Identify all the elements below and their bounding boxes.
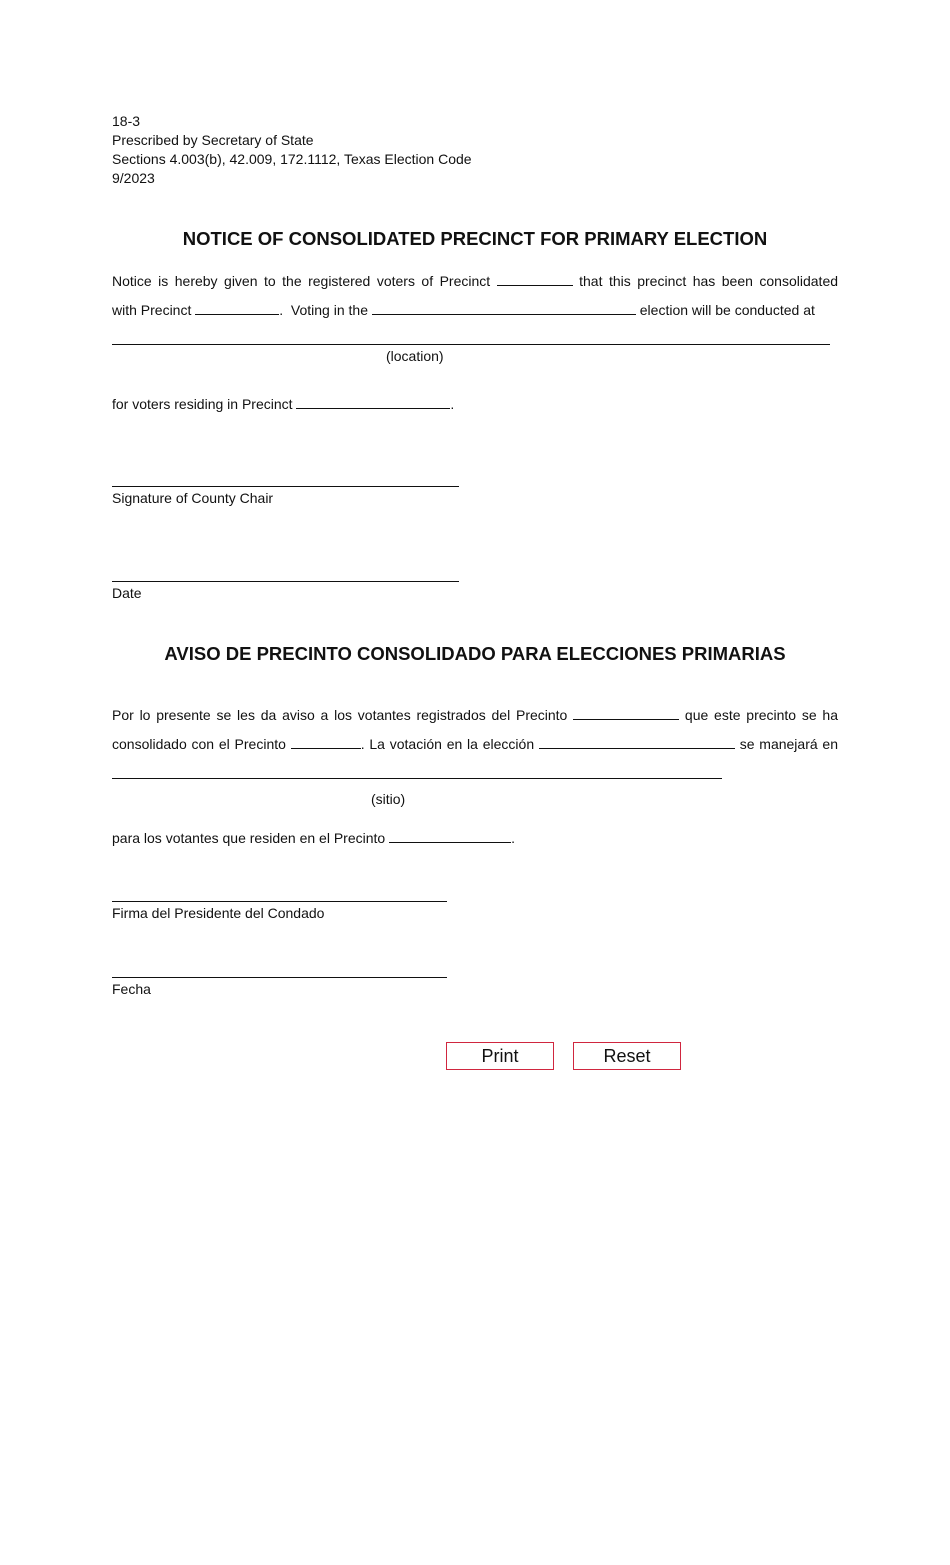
english-notice-line-1 <box>112 273 838 288</box>
english-signature-label: Signature of County Chair <box>112 490 274 506</box>
english-line1-text-a: Notice is hereby given to the registered voters of Precinct <box>112 273 491 289</box>
spanish-notice-line-2 <box>112 736 838 751</box>
english-line2-text-a: with Precinct <box>112 302 192 318</box>
spanish-line2-text-c: se manejará en <box>739 736 839 752</box>
english-signature-field[interactable] <box>112 486 459 487</box>
spanish-line2-text-b: . La votación en la elección <box>360 736 535 752</box>
english-date-field[interactable] <box>112 581 459 582</box>
english-location-field[interactable] <box>112 344 830 345</box>
english-title: NOTICE OF CONSOLIDATED PRECINCT FOR PRIMARY ELECTION <box>182 228 768 249</box>
english-location-label: (location) <box>386 348 444 364</box>
spanish-notice-line-1 <box>112 707 838 722</box>
english-precinct-field[interactable] <box>497 273 573 286</box>
spanish-line1-text-a: Por lo presente se les da aviso a los votantes registrados del Precinto <box>112 707 568 723</box>
english-date-label: Date <box>112 585 142 601</box>
english-residing-text: for voters residing in Precinct <box>112 396 293 412</box>
form-number: 18-3 <box>112 113 141 129</box>
spanish-location-field[interactable] <box>112 778 722 779</box>
spanish-residing-text: para los votantes que residen en el Precinto <box>112 830 386 846</box>
spanish-consolidated-precinct-field[interactable] <box>291 736 361 749</box>
english-notice-line-2 <box>112 302 815 317</box>
statute-sections: Sections 4.003(b), 42.009, 172.1112, Texas Election Code <box>112 151 472 167</box>
print-button[interactable]: Print <box>446 1042 554 1070</box>
spanish-signature-field[interactable] <box>112 901 447 902</box>
revision-date: 9/2023 <box>112 170 155 186</box>
reset-button[interactable]: Reset <box>573 1042 681 1070</box>
english-residing-period: . <box>450 396 455 412</box>
spanish-election-field[interactable] <box>539 736 735 749</box>
spanish-line1-text-b: que este precinto se ha <box>684 707 839 723</box>
english-residing-line <box>112 396 454 411</box>
spanish-line2-text-a: consolidado con el Precinto <box>112 736 286 752</box>
spanish-residing-precinct-field[interactable] <box>389 830 511 843</box>
spanish-residing-period: . <box>511 830 515 846</box>
spanish-date-field[interactable] <box>112 977 447 978</box>
english-line2-text-c: election will be conducted at <box>639 302 815 318</box>
english-line1-text-b: that this precinct has been consolidated <box>579 273 839 289</box>
spanish-date-label: Fecha <box>112 981 151 997</box>
spanish-location-label: (sitio) <box>371 791 406 807</box>
prescribed-by: Prescribed by Secretary of State <box>112 132 314 148</box>
english-line2-text-b: . Voting in the <box>279 302 368 318</box>
spanish-residing-line <box>112 830 515 845</box>
english-election-field[interactable] <box>372 302 636 315</box>
english-consolidated-precinct-field[interactable] <box>195 302 279 315</box>
spanish-title: AVISO DE PRECINTO CONSOLIDADO PARA ELECCIONES PRIMARIAS <box>164 643 786 664</box>
spanish-precinct-field[interactable] <box>573 707 679 720</box>
spanish-signature-label: Firma del Presidente del Condado <box>112 905 325 921</box>
english-residing-precinct-field[interactable] <box>296 396 450 409</box>
